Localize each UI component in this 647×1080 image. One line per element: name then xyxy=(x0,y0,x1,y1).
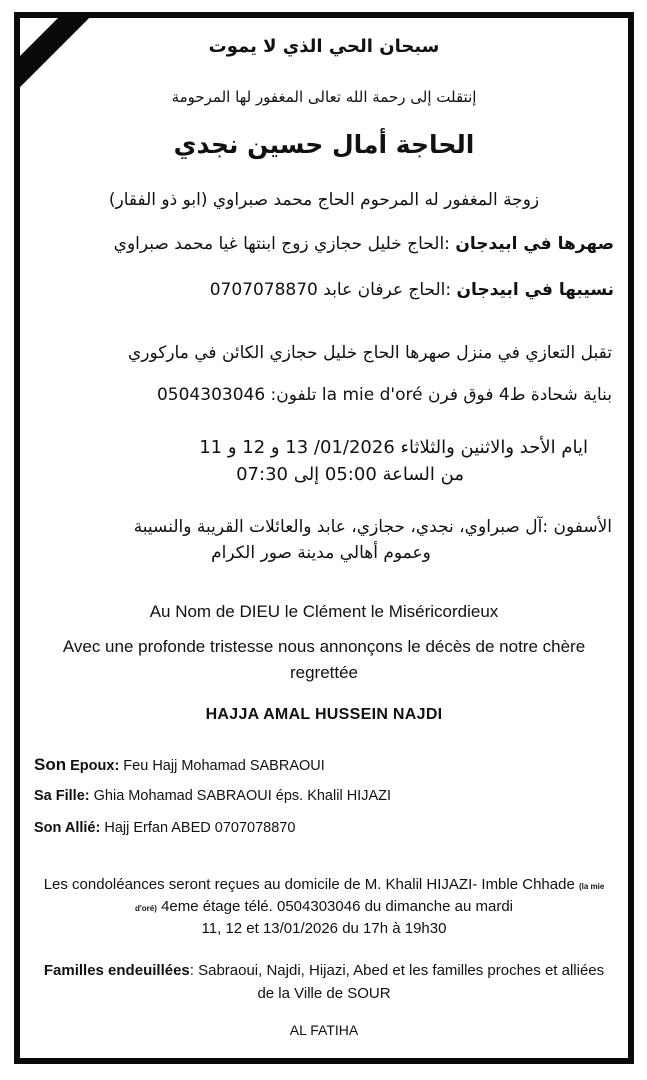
french-epoux-label-son: Son xyxy=(34,755,67,774)
arabic-family-line-1: الأسفون :آل صبراوي، نجدي، حجازي، عابد والعائلات القريبة والنسيبة xyxy=(133,517,612,537)
arabic-condolence-line-2: بناية شحادة ط4 فوق فرن la mie d'oré تلفون: 0504303046 xyxy=(156,385,612,405)
french-deceased-name: HAJJA AMAL HUSSEIN NAJDI xyxy=(205,706,443,723)
french-condol-dates: 11, 12 et 13/01/2026 du 17h à 19h30 xyxy=(201,919,447,937)
french-announcement: Avec une profonde tristesse nous annonçons le décès de notre chère regrettée xyxy=(62,637,586,682)
french-fille-row xyxy=(34,788,391,804)
arabic-son-in-law-label: صهرها في ابيدجان xyxy=(455,234,614,254)
arabic-family-line-2: وعموم أهالي مدينة صور الكرام xyxy=(211,543,431,564)
obituary-frame xyxy=(14,12,634,1064)
arabic-hours: من الساعة 05:00 إلى 07:30 xyxy=(236,464,464,485)
french-condol-part-2: 4eme étage télé. 0504303046 du dimanche au mardi xyxy=(156,897,513,915)
french-condol-part-1: Les condoléances seront reçues au domicile de M. Khalil HIJAZI- Imble Chhade xyxy=(43,876,579,893)
french-condol-tiny: (la mie d'oré) xyxy=(135,882,605,913)
french-familles-label: Familles endeuillées xyxy=(43,962,190,979)
arabic-days: ايام الأحد والاثنين والثلاثاء 01/2026/ 13 و 12 و 11 xyxy=(199,437,588,458)
french-fille-label: Sa Fille: xyxy=(34,788,90,804)
arabic-deceased-name: الحاجة أمال حسين نجدي xyxy=(173,130,475,159)
arabic-relative-value: :الحاج عرفان عابد 0707078870 xyxy=(209,280,457,300)
arabic-son-in-law-value: :الحاج خليل حجازي زوج ابنتها غيا محمد صبراوي xyxy=(113,234,456,254)
french-familles xyxy=(38,960,610,1005)
french-al-fatiha: AL FATIHA xyxy=(289,1022,359,1038)
french-allie-label: Son Allié: xyxy=(34,820,101,836)
arabic-son-in-law-line xyxy=(30,234,614,254)
french-allie-row xyxy=(34,820,295,836)
french-condolences xyxy=(38,874,610,939)
french-epoux-label: Epoux: xyxy=(66,758,120,774)
arabic-intro: إنتقلت إلى رحمة الله تعالى المغفور لها المرحومة xyxy=(171,88,477,106)
french-familles-value: : Sabraoui, Najdi, Hijazi, Abed et les familles proches et alliées de la Ville de SOUR xyxy=(189,962,605,1002)
french-epoux-value: Feu Hajj Mohamad SABRAOUI xyxy=(119,758,325,774)
arabic-family-block xyxy=(30,514,612,567)
arabic-wife-of: زوجة المغفور له المرحوم الحاج محمد صبراوي (ابو ذو الفقار) xyxy=(108,190,540,210)
arabic-relative-line xyxy=(30,280,614,300)
french-epoux-row xyxy=(34,755,325,775)
french-nom-de-dieu: Au Nom de DIEU le Clément le Miséricordieux xyxy=(149,602,499,621)
french-fille-value: Ghia Mohamad SABRAOUI éps. Khalil HIJAZI xyxy=(89,788,392,804)
arabic-condolence-line-1: تقبل التعازي في منزل صهرها الحاج خليل حجازي الكائن في ماركوري xyxy=(127,343,612,363)
arabic-relative-label: نسيبها في ابيدجان xyxy=(456,280,614,300)
french-allie-value: Hajj Erfan ABED 0707078870 xyxy=(100,820,296,836)
arabic-top-title: سبحان الحي الذي لا يموت xyxy=(208,36,440,57)
